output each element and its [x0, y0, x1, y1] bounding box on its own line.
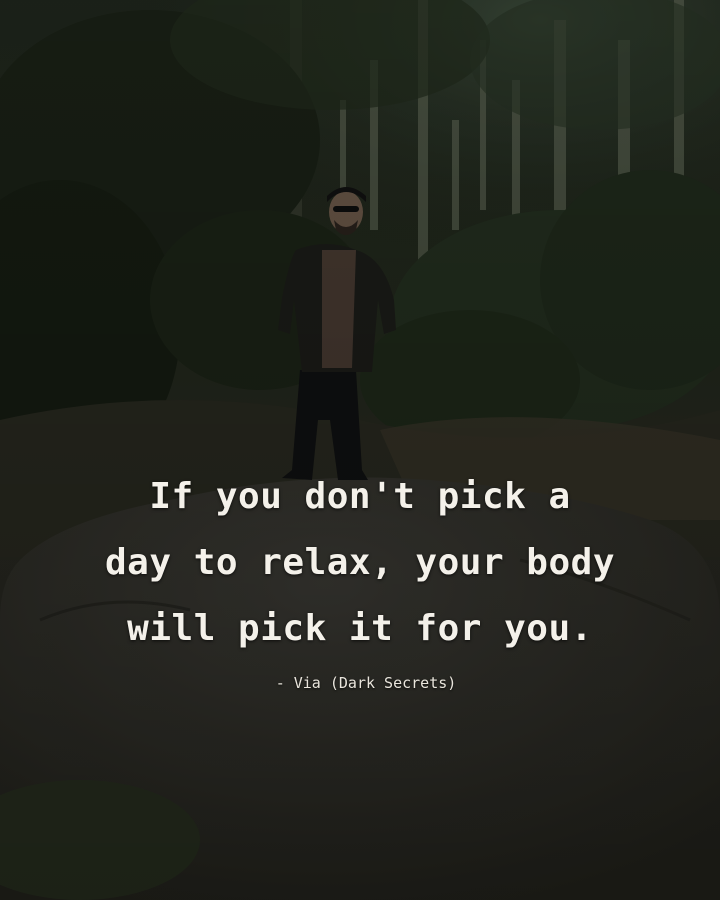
quote-line-2: day to relax, your body — [105, 542, 615, 583]
quote-attribution: - Via (Dark Secrets) — [275, 674, 457, 692]
quote-line-1: If you don't pick a — [149, 476, 571, 517]
quote-line-3: will pick it for you. — [127, 608, 593, 649]
